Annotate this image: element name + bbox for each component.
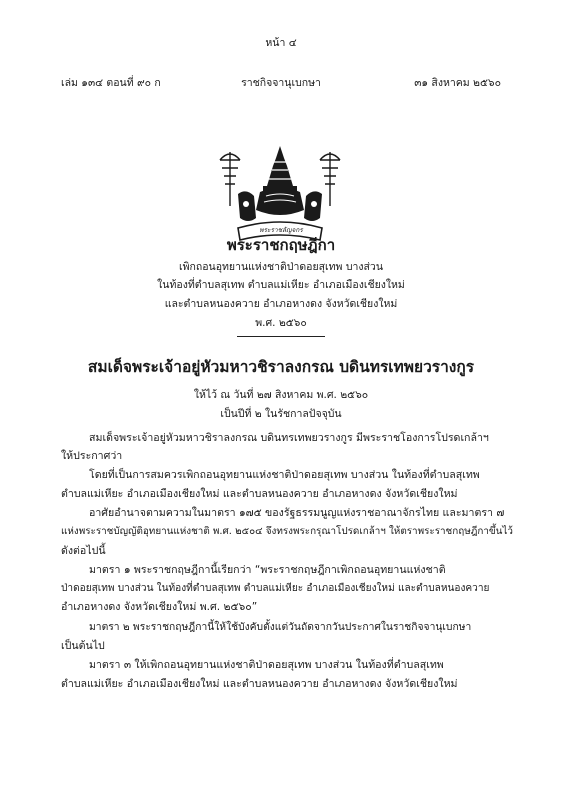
title-divider <box>237 336 325 337</box>
reign-year: เป็นปีที่ ๒ ในรัชกาลปัจจุบัน <box>220 408 342 420</box>
decree-subtitle-line-1: เพิกถอนอุทยานแห่งชาติป่าดอยสุเทพ บางส่วน <box>178 261 383 273</box>
section-3: มาตรา ๓ ให้เพิกถอนอุทยานแห่งชาติป่าดอยสุเทพ บางส่วน ในท้องที่ตำบลสุเทพ <box>89 659 444 671</box>
section-2: มาตรา ๒ พระราชกฤษฎีกานี้ให้ใช้บังคับตั้งแต่วันถัดจากวันประกาศในราชกิจจานุเบกษา <box>89 621 472 633</box>
decree-year: พ.ศ. ๒๕๖๐ <box>255 317 307 329</box>
king-name: สมเด็จพระเจ้าอยู่หัวมหาวชิราลงกรณ บดินทรเทพยวรางกูร <box>87 358 475 376</box>
body-line: ดังต่อไปนี้ <box>61 545 106 557</box>
decree-subtitle-line-3: และตำบลหนองควาย อำเภอหางดง จังหวัดเชียงใหม่ <box>164 298 398 310</box>
body-line: โดยที่เป็นการสมควรเพิกถอนอุทยานแห่งชาติป่าดอยสุเทพ บางส่วน ในท้องที่ตำบลสุเทพ <box>89 469 480 481</box>
decree-subtitle-line-2: ในท้องที่ตำบลสุเทพ ตำบลแม่เหียะ อำเภอเมืองเชียงใหม่ <box>157 279 405 291</box>
header-publication: ราชกิจจานุเบกษา <box>241 77 321 89</box>
body-line: ตำบลแม่เหียะ อำเภอเมืองเชียงใหม่ และตำบลหนองควาย อำเภอหางดง จังหวัดเชียงใหม่ <box>61 488 458 500</box>
header-volume: เล่ม ๑๓๔ ตอนที่ ๙๐ ก <box>61 77 161 89</box>
body-line: สมเด็จพระเจ้าอยู่หัวมหาวชิราลงกรณ บดินทรเทพยวรางกูร มีพระราชโองการโปรดเกล้าฯ <box>89 432 489 444</box>
given-date: ให้ไว้ ณ วันที่ ๒๗ สิงหาคม พ.ศ. ๒๕๖๐ <box>193 389 369 401</box>
decree-title: พระราชกฤษฎีกา <box>226 236 336 254</box>
body-line: ตำบลแม่เหียะ อำเภอเมืองเชียงใหม่ และตำบลหนองควาย อำเภอหางดง จังหวัดเชียงใหม่ <box>61 678 458 690</box>
section-1: มาตรา ๑ พระราชกฤษฎีกานี้เรียกว่า “พระราชกฤษฎีกาเพิกถอนอุทยานแห่งชาติ <box>89 564 446 576</box>
header-date: ๓๑ สิงหาคม ๒๕๖๐ <box>414 77 501 89</box>
body-line: อาศัยอำนาจตามความในมาตรา ๑๗๕ ของรัฐธรรมนูญแห่งราชอาณาจักรไทย และมาตรา ๗ <box>89 507 505 519</box>
body-line: ให้ประกาศว่า <box>61 450 123 462</box>
body-line: อำเภอหางดง จังหวัดเชียงใหม่ พ.ศ. ๒๕๖๐” <box>61 601 258 613</box>
emblem-ribbon-text: พระราชลัญจกร <box>259 226 303 234</box>
body-line: ป่าดอยสุเทพ บางส่วน ในท้องที่ตำบลสุเทพ ตำบลแม่เหียะ อำเภอเมืองเชียงใหม่ และตำบลหนองควาย <box>61 583 490 594</box>
body-line: แห่งพระราชบัญญัติอุทยานแห่งชาติ พ.ศ. ๒๕๐๔ จึงทรงพระกรุณาโปรดเกล้าฯ ให้ตราพระราชกฤษฎีกาขึ้นไว้ <box>61 526 513 537</box>
body-line: เป็นต้นไป <box>61 640 105 652</box>
page-number: หน้า ๔ <box>265 37 297 49</box>
